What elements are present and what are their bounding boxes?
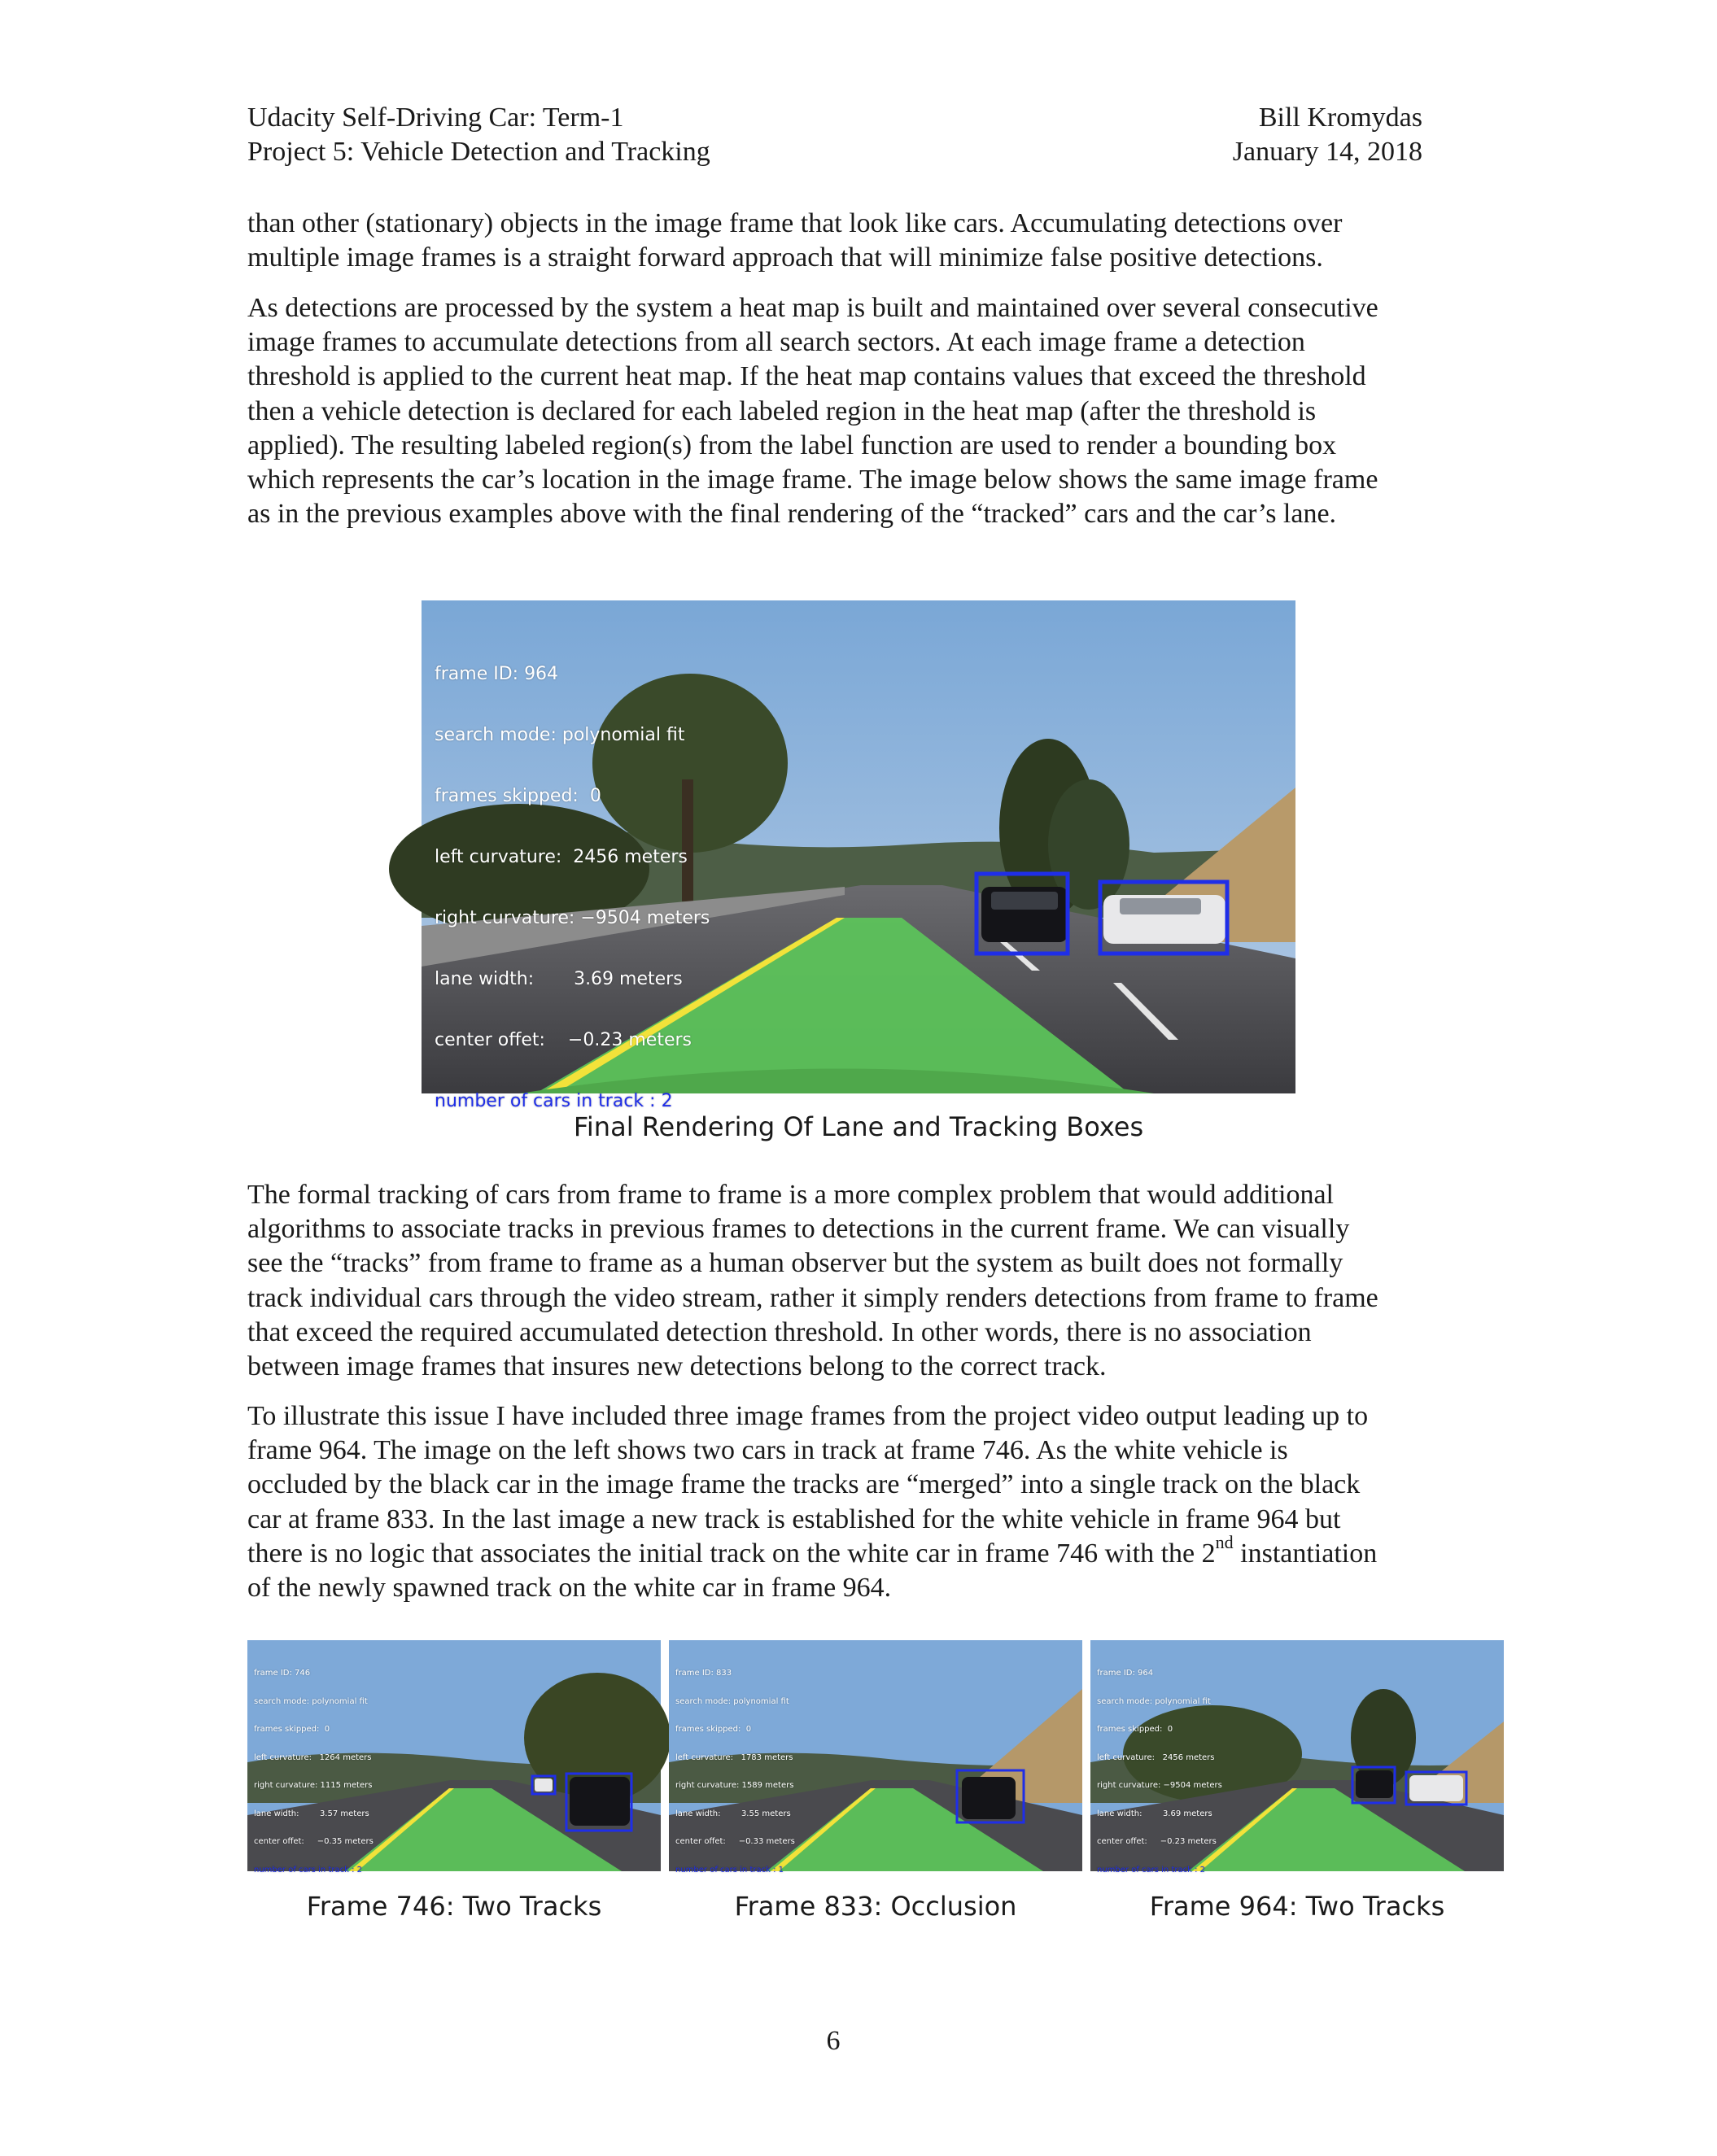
telemetry-line: right curvature: 1115 meters: [254, 1781, 373, 1790]
telemetry-line: frames skipped: 0: [254, 1725, 330, 1734]
telemetry-line: frame ID: 833: [675, 1669, 732, 1678]
telemetry-line: search mode: polynomial fit: [675, 1696, 789, 1706]
header-date: January 14, 2018: [1232, 137, 1422, 167]
paragraph-3: [247, 1178, 1476, 1384]
telemetry-line: frames skipped: 0: [675, 1725, 752, 1734]
paragraph-4: [247, 1399, 1476, 1605]
telemetry-line: lane width: 3.57 meters: [254, 1809, 369, 1818]
text-line: as in the previous examples above with the final rendering of the “tracked” cars and the car’s lane.: [247, 499, 1337, 530]
telemetry-line: search mode: polynomial fit: [254, 1696, 368, 1706]
telemetry-line: center offet: −0.23 meters: [435, 1030, 692, 1050]
telemetry-line: left curvature: 1264 meters: [254, 1752, 372, 1762]
text-line: applied). The resulting labeled region(s) from the label function are used to render a bounding box: [247, 430, 1337, 460]
text-line: The formal tracking of cars from frame to frame is a more complex problem that would additional: [247, 1180, 1334, 1210]
text-line: As detections are processed by the system a heat map is built and maintained over several consecutive: [247, 293, 1378, 323]
frame-746-caption: Frame 746: Two Tracks: [306, 1891, 602, 1922]
telemetry-line: right curvature: −9504 meters: [435, 908, 710, 928]
telemetry-line: lane width: 3.69 meters: [1097, 1809, 1212, 1818]
frame-964-caption: Frame 964: Two Tracks: [1149, 1891, 1445, 1922]
telemetry-line: lane width: 3.69 meters: [435, 969, 683, 989]
cars-in-track-line: number of cars in track : 1: [675, 1865, 784, 1874]
telemetry-line: search mode: polynomial fit: [1097, 1696, 1211, 1706]
cars-in-track-line: number of cars in track : 2: [254, 1865, 362, 1874]
frame-746-image: [247, 1640, 661, 1874]
telemetry-line: right curvature: −9504 meters: [1097, 1781, 1222, 1790]
text-line: than other (stationary) objects in the image frame that look like cars. Accumulating detections over: [247, 208, 1343, 238]
telemetry-line: left curvature: 2456 meters: [435, 847, 688, 867]
telemetry-overlay: [254, 1650, 374, 1893]
telemetry-line: frame ID: 964: [435, 664, 559, 684]
text-run: instantiation: [1233, 1538, 1378, 1569]
frame-833-image: [669, 1640, 1082, 1874]
text-line: [247, 1532, 1476, 1571]
text-line: To illustrate this issue I have included three image frames from the project video output leading up to: [247, 1401, 1369, 1431]
text-line: occluded by the black car in the image frame the tracks are “merged” into a single track on the black: [247, 1469, 1361, 1500]
text-line: then a vehicle detection is declared for each labeled region in the heat map (after the threshold is: [247, 395, 1317, 426]
text-run: there is no logic that associates the initial track on the white car in frame 746 with the 2: [247, 1538, 1216, 1569]
text-line: that exceed the required accumulated detection threshold. In other words, there is no association: [247, 1316, 1312, 1347]
text-line: which represents the car’s location in the image frame. The image below shows the same image frame: [247, 465, 1378, 495]
frame-964-image: [1090, 1640, 1504, 1874]
telemetry-line: lane width: 3.55 meters: [675, 1809, 791, 1818]
text-line: see the “tracks” from frame to frame as a human observer but the system as built does not formally: [247, 1248, 1343, 1279]
text-line: image frames to accumulate detections from all search sectors. At each image frame a detection: [247, 327, 1305, 358]
text-line: between image frames that insures new detections belong to the correct track.: [247, 1351, 1107, 1382]
cars-in-track-line: number of cars in track : 2: [1097, 1865, 1205, 1874]
telemetry-overlay: [675, 1650, 795, 1893]
text-line: frame 964. The image on the left shows two cars in track at frame 746. As the white vehicle is: [247, 1435, 1288, 1466]
header-author: Bill Kromydas: [1258, 103, 1422, 133]
telemetry-line: center offet: −0.35 meters: [254, 1837, 374, 1846]
text-line: of the newly spawned track on the white car in frame 964.: [247, 1573, 892, 1604]
telemetry-line: frames skipped: 0: [435, 786, 601, 806]
header-project-title: Project 5: Vehicle Detection and Tracking: [247, 137, 710, 167]
page-number: 6: [826, 2026, 841, 2056]
paragraph-2: [247, 291, 1476, 531]
cars-in-track-line: number of cars in track : 2: [435, 1091, 673, 1111]
text-line: track individual cars through the video stream, rather it simply renders detections from frame to frame: [247, 1282, 1378, 1313]
telemetry-overlay: [435, 623, 710, 1152]
text-line: multiple image frames is a straight forward approach that will minimize false positive detections.: [247, 242, 1323, 273]
text-line: threshold is applied to the current heat map. If the heat map contains values that exceed the threshold: [247, 361, 1366, 392]
telemetry-line: frames skipped: 0: [1097, 1725, 1173, 1734]
paragraph-1: [247, 207, 1476, 275]
telemetry-line: center offet: −0.33 meters: [675, 1837, 795, 1846]
telemetry-line: left curvature: 2456 meters: [1097, 1752, 1215, 1762]
text-line: car at frame 833. In the last image a new track is established for the white vehicle in frame 964 but: [247, 1504, 1341, 1534]
text-line: algorithms to associate tracks in previous frames to detections in the current frame. We can visually: [247, 1214, 1350, 1245]
main-figure-image: [422, 600, 1295, 1111]
telemetry-line: left curvature: 1783 meters: [675, 1752, 793, 1762]
superscript: nd: [1215, 1532, 1234, 1553]
telemetry-overlay: [1097, 1650, 1222, 1893]
telemetry-line: center offet: −0.23 meters: [1097, 1837, 1217, 1846]
telemetry-line: search mode: polynomial fit: [435, 725, 685, 745]
header-course-title: Udacity Self-Driving Car: Term-1: [247, 103, 624, 133]
telemetry-line: frame ID: 964: [1097, 1669, 1154, 1678]
frame-833-caption: Frame 833: Occlusion: [734, 1891, 1017, 1922]
telemetry-line: right curvature: 1589 meters: [675, 1781, 794, 1790]
telemetry-line: frame ID: 746: [254, 1669, 311, 1678]
main-figure-caption: Final Rendering Of Lane and Tracking Boxes: [573, 1111, 1144, 1142]
